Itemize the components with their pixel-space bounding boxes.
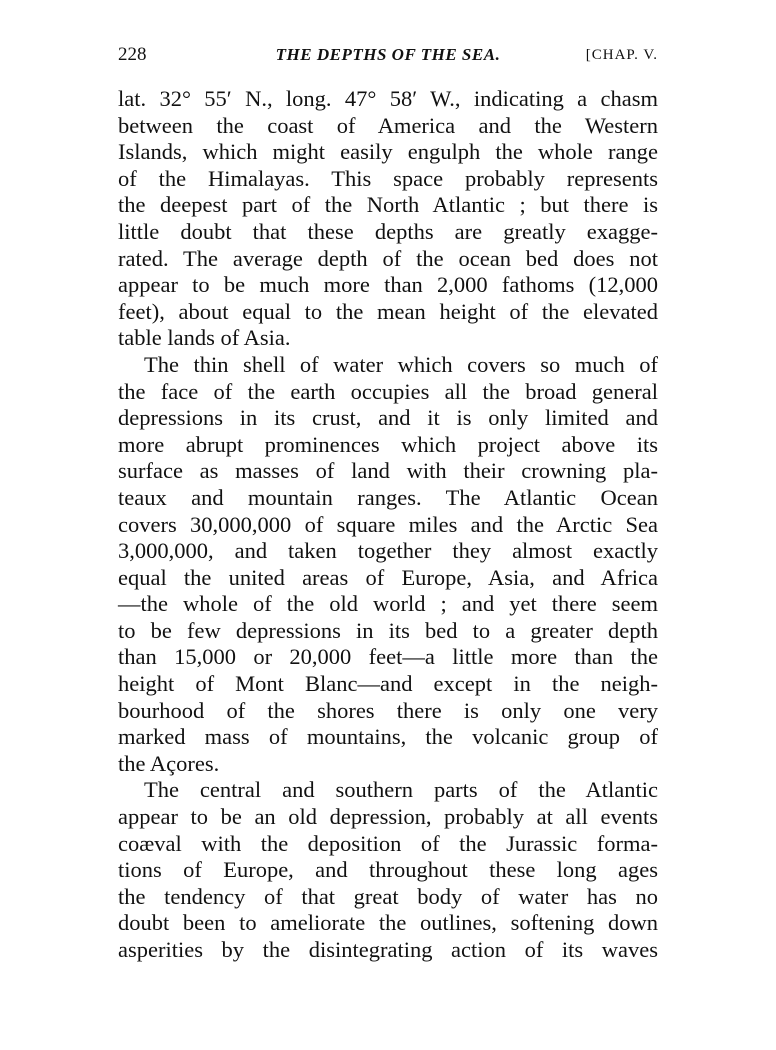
text-line: height of Mont Blanc—and except in the neigh- <box>118 671 658 697</box>
body-text <box>118 86 658 964</box>
text-line: The thin shell of water which covers so much of <box>144 351 658 377</box>
text-line: appear to be an old depression, probably at all events <box>118 804 658 830</box>
text-line: between the coast of America and the Western <box>118 112 658 138</box>
text-line: more abrupt prominences which project above its <box>118 431 658 457</box>
paragraph-3 <box>118 777 658 963</box>
text-line: tions of Europe, and throughout these long ages <box>118 857 658 883</box>
text-line: of the Himalayas. This space probably represents <box>118 165 658 191</box>
text-line: bourhood of the shores there is only one very <box>118 697 658 723</box>
text-line: teaux and mountain ranges. The Atlantic Ocean <box>118 484 658 510</box>
text-line: to be few depressions in its bed to a greater depth <box>118 617 658 643</box>
running-title: THE DEPTHS OF THE SEA. <box>275 45 501 64</box>
text-line: Islands, which might easily engulph the whole range <box>118 139 658 165</box>
text-line: covers 30,000,000 of square miles and the Arctic Sea <box>118 511 658 537</box>
book-page <box>118 40 658 964</box>
text-line: than 15,000 or 20,000 feet—a little more than the <box>118 644 658 670</box>
text-line: The central and southern parts of the Atlantic <box>144 777 658 803</box>
text-line: surface as masses of land with their crowning pla- <box>118 458 658 484</box>
text-line: 3,000,000, and taken together they almost exactly <box>118 538 658 564</box>
text-line: the Açores. <box>118 750 220 776</box>
text-line: rated. The average depth of the ocean bed does not <box>118 245 658 271</box>
text-line: asperities by the disintegrating action of its waves <box>118 937 658 962</box>
text-line: coæval with the deposition of the Jurassic forma- <box>118 830 658 856</box>
text-line: feet), about equal to the mean height of the elevated <box>118 298 658 324</box>
text-line: the tendency of that great body of water has no <box>118 883 658 909</box>
paragraph-1 <box>118 86 658 352</box>
chapter-reference: [CHAP. V. <box>585 47 658 63</box>
text-line: the face of the earth occupies all the broad general <box>118 378 658 404</box>
text-line: appear to be much more than 2,000 fathoms (12,000 <box>118 272 658 298</box>
text-line: doubt been to ameliorate the outlines, softening down <box>118 910 658 936</box>
text-line: table lands of Asia. <box>118 325 291 351</box>
text-line: lat. 32° 55′ N., long. 47° 58′ W., indicating a chasm <box>118 86 658 111</box>
text-line: equal the united areas of Europe, Asia, and Africa <box>118 564 658 590</box>
text-line: the deepest part of the North Atlantic ; but there is <box>118 192 658 218</box>
text-line: —the whole of the old world ; and yet there seem <box>118 591 658 617</box>
paragraph-2 <box>118 352 658 778</box>
page-number: 228 <box>118 44 147 65</box>
text-line: depressions in its crust, and it is only limited and <box>118 405 658 431</box>
running-header <box>118 40 658 70</box>
text-line: marked mass of mountains, the volcanic group of <box>118 724 658 750</box>
text-line: little doubt that these depths are greatly exagge- <box>118 218 658 244</box>
